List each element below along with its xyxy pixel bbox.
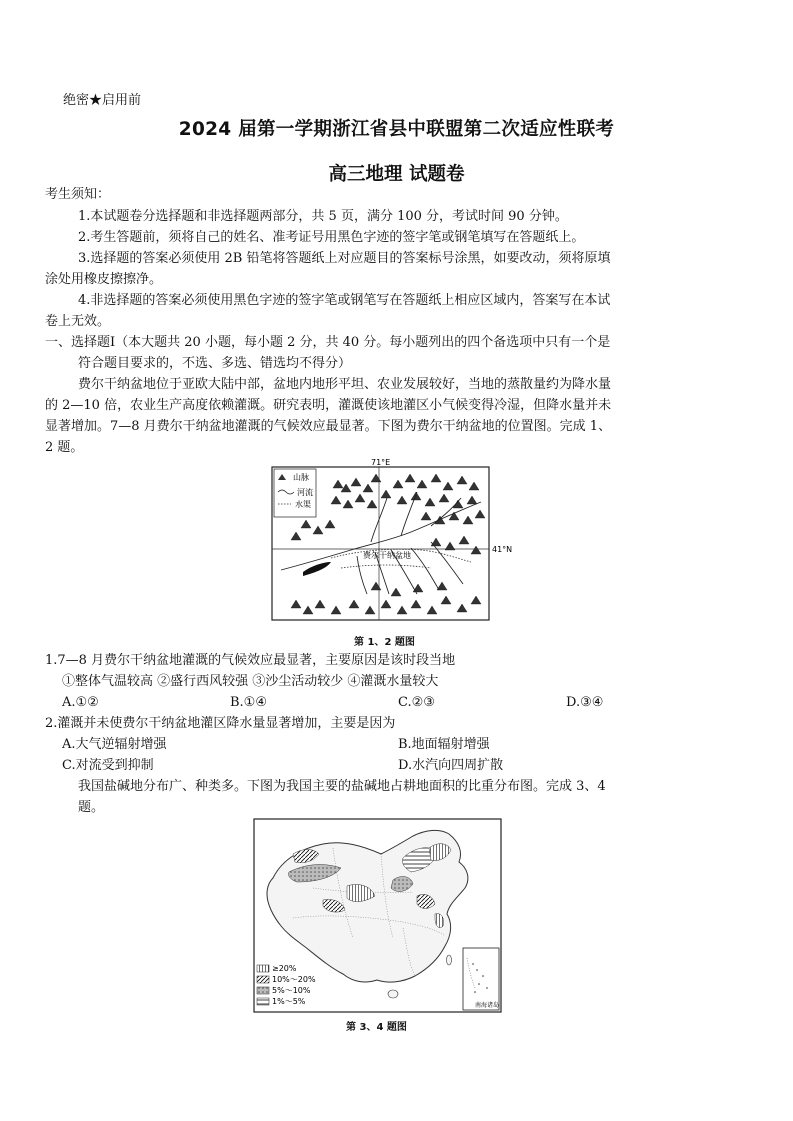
question-1-option-a: A.①② xyxy=(62,695,99,710)
legend-1-5: 1%～5% xyxy=(272,997,306,1006)
notice-item: 1.本试题卷分选择题和非选择题两部分，共 5 页，满分 100 分，考试时间 90 分钟。 xyxy=(78,209,568,224)
exam-subtitle: 高三地理 试题卷 xyxy=(328,164,465,185)
notice-item: 4.非选择题的答案必须使用黑色字迹的签字笔或钢笔写在答题纸上相应区域内，答案写在本试 xyxy=(78,293,611,308)
question-1-option-d: D.③④ xyxy=(566,695,604,710)
figure2-caption: 第 3、4 题图 xyxy=(346,1022,407,1033)
notice-item-continued: 涂处用橡皮擦擦净。 xyxy=(45,272,163,287)
question-2-stem: 2.灌溉并未使费尔干纳盆地灌区降水量显著增加，主要是因为 xyxy=(45,716,396,731)
legend-ge20: ≥20% xyxy=(272,964,297,973)
exam-title: 2024 届第一学期浙江省县中联盟第二次适应性联考 xyxy=(178,119,615,140)
question-2-option-b: B.地面辐射增强 xyxy=(398,737,490,752)
basin-label: 费尔干纳盆地 xyxy=(363,551,411,560)
passage-line: 我国盐碱地分布广、种类多。下图为我国主要的盐碱地占耕地面积的比重分布图。完成 3、4 xyxy=(78,779,606,794)
latitude-label: 41°N xyxy=(492,545,513,554)
notice-item: 2.考生答题前，须将自己的姓名、准考证号用黑色字迹的签字笔或钢笔填写在答题纸上。 xyxy=(78,230,585,245)
notice-heading: 考生须知： xyxy=(45,187,111,202)
legend-5-10: 5%～10% xyxy=(272,986,311,995)
legend-10-20: 10%～20% xyxy=(272,975,316,984)
question-2-option-c: C.对流受到抑制 xyxy=(62,758,154,773)
legend-river: 河流 xyxy=(297,488,313,497)
figure1-caption: 第 1、2 题图 xyxy=(354,637,415,648)
question-2-option-d: D.水汽向四周扩散 xyxy=(398,758,504,773)
passage-line: 2 题。 xyxy=(45,440,84,455)
notice-item: 3.选择题的答案必须使用 2B 铅笔将答题纸上对应题目的答案标号涂黑，如要改动，须将原填 xyxy=(78,251,611,266)
passage-line: 的 2—10 倍，农业生产高度依赖灌溉。研究表明，灌溉使该地灌区小气候变得冷湿，但降水量并未 xyxy=(45,398,612,413)
longitude-label: 71°E xyxy=(371,458,391,467)
passage-line: 费尔干纳盆地位于亚欧大陆中部，盆地内地形平坦、农业发展较好，当地的蒸散量约为降水量 xyxy=(78,377,612,392)
legend-mountain: 山脉 xyxy=(293,473,309,482)
china-saline-land-map xyxy=(253,818,503,1014)
passage-line: 题。 xyxy=(78,800,105,815)
question-1-option-c: C.②③ xyxy=(398,695,435,710)
question-1-stem: 1.7—8 月费尔干纳盆地灌溉的气候效应最显著，主要原因是该时段当地 xyxy=(45,653,456,668)
question-2-option-a: A.大气逆辐射增强 xyxy=(62,737,167,752)
section-heading: 一、选择题Ⅰ（本大题共 20 小题，每小题 2 分，共 40 分。每小题列出的四个备选项中只有一个是 xyxy=(45,335,611,350)
section-heading-continued: 符合题目要求的，不选、多选、错选均不得分） xyxy=(78,356,352,371)
notice-item-continued: 卷上无效。 xyxy=(45,314,111,329)
fergana-basin-map xyxy=(271,458,521,628)
question-1-statements: ①整体气温较高 ②盛行西风较强 ③沙尘活动较少 ④灌溉水量较大 xyxy=(62,674,439,689)
inset-label: 南海诸岛 xyxy=(475,1002,500,1009)
question-1-option-b: B.①④ xyxy=(230,695,267,710)
passage-line: 显著增加。7—8 月费尔干纳盆地灌溉的气候效应最显著。下图为费尔干纳盆地的位置图。完成 1、 xyxy=(45,419,612,434)
confidential-mark: 绝密★启用前 xyxy=(63,93,142,108)
legend-canal: 水渠 xyxy=(295,500,311,509)
